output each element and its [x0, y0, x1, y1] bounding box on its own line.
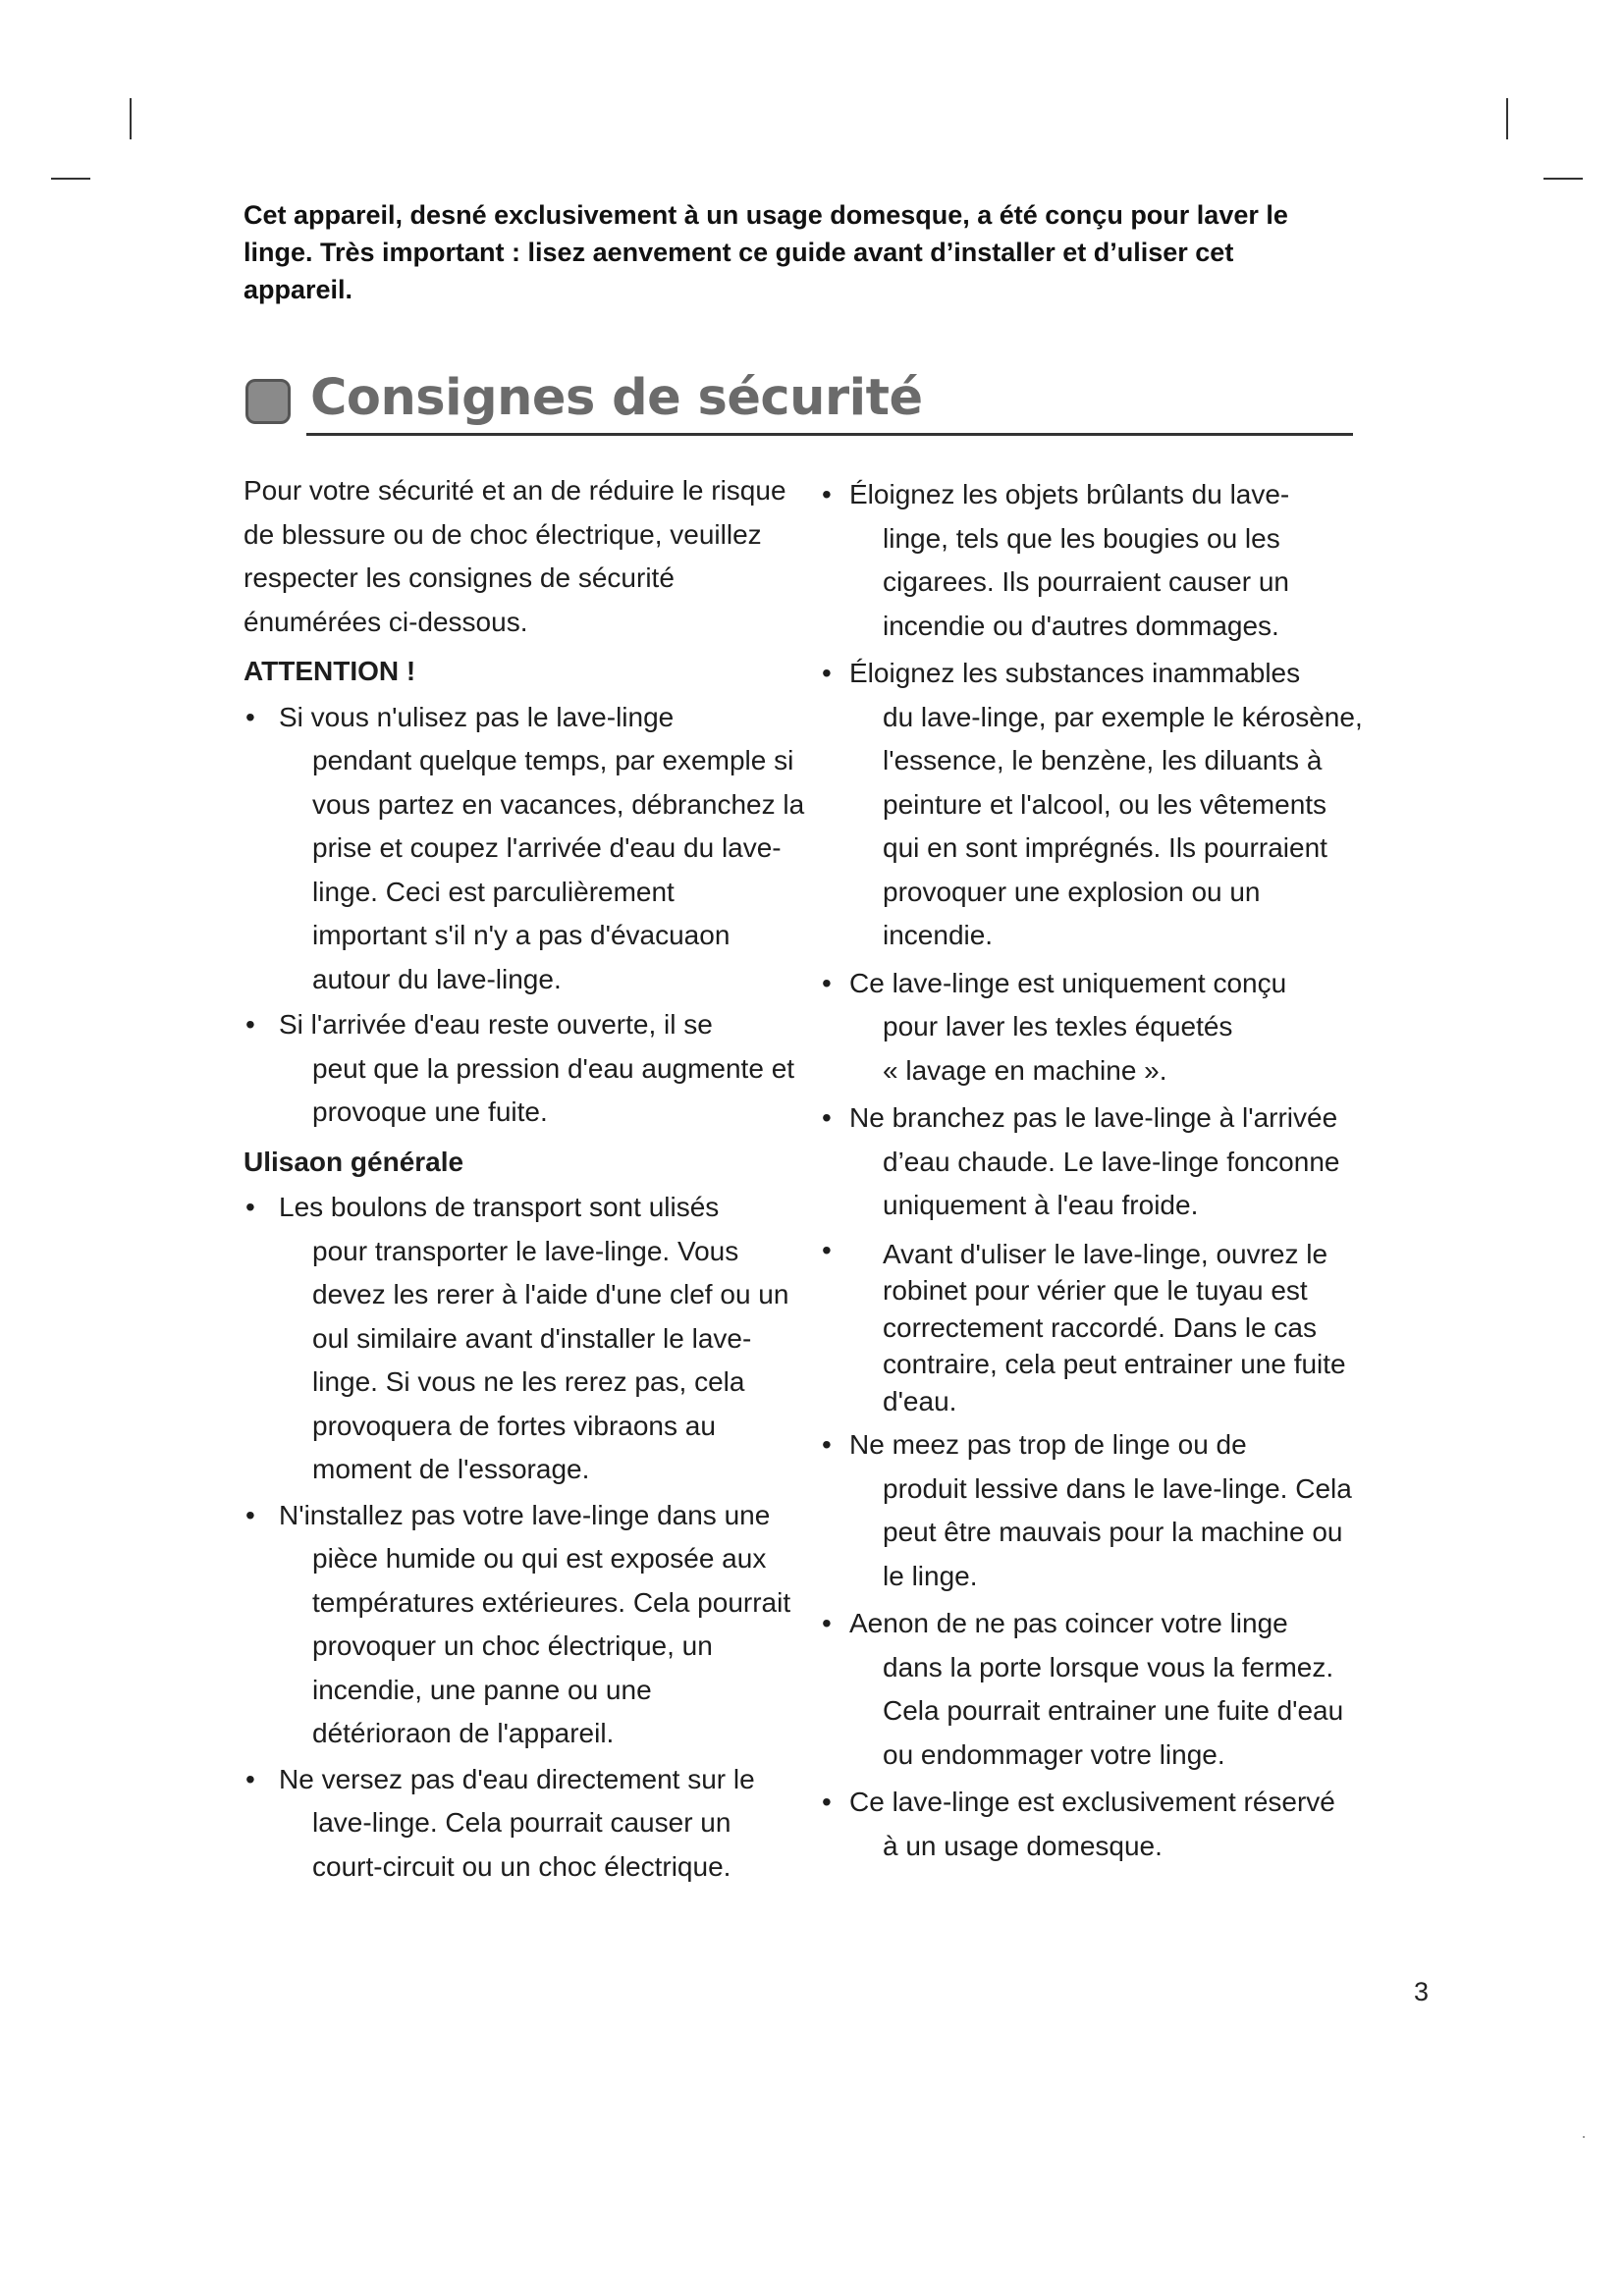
safety-intro-paragraph: Pour votre sécurité et an de réduire le risque de blessure ou de choc électrique, veuillez respecter les consignes de sécurité énumérées ci-dessous. — [244, 475, 786, 637]
bullet-icon: • — [245, 1763, 255, 1794]
right-safety-list — [820, 473, 1370, 1228]
crop-mark-right-horizontal — [1543, 178, 1583, 180]
list-item-line: produit lessive dans le lave-linge. Cela — [883, 1472, 1352, 1504]
list-item-line: peut être mauvais pour la machine ou — [883, 1517, 1343, 1547]
list-item-line: provoque une fuite. — [312, 1096, 548, 1127]
list-item-line: Cela pourrait entrainer une fuite d'eau — [883, 1695, 1344, 1726]
list-item-line: pour laver les texles équetés — [883, 1011, 1233, 1041]
list-item-line: provoquera de fortes vibraons au — [312, 1410, 716, 1441]
list-item-line: provoquer un choc électrique, un — [312, 1630, 713, 1661]
list-item — [820, 652, 1370, 958]
list-item-line: qui en sont imprégnés. Ils pourraient — [883, 832, 1327, 863]
bullet-icon: • — [245, 701, 255, 732]
intro-text: Cet appareil, desné exclusivement à un usage domesque, a été conçu pour laver le linge. Très important : lisez aenvement ce guide avant d’installer et d’uliser cet appareil. — [244, 200, 1288, 304]
list-item-line: important s'il n'y a pas d'évacuaon — [312, 920, 731, 950]
list-item-line: peut que la pression d'eau augmente et — [312, 1052, 795, 1084]
list-item-first-line: Ce lave-linge est exclusivement réservé — [849, 1787, 1335, 1817]
list-item-line: d’eau chaude. Le lave-linge fonconne — [883, 1146, 1340, 1177]
list-item-line: linge. Ceci est parculièrement — [312, 876, 675, 907]
list-item — [820, 1602, 1370, 1777]
list-item-line: d'eau. — [883, 1385, 957, 1416]
general-use-heading: Ulisaon générale — [244, 1146, 464, 1177]
list-item-first-line: Les boulons de transport sont ulisés — [279, 1192, 720, 1222]
list-item-line: court-circuit ou un choc électrique. — [312, 1850, 731, 1882]
list-item-first-line: Si vous n'ulisez pas le lave-linge — [279, 701, 675, 732]
bullet-icon: • — [822, 1787, 832, 1817]
list-item-line: ou endommager votre linge. — [883, 1738, 1225, 1770]
list-item-line: correctement raccordé. Dans le cas — [883, 1311, 1317, 1343]
list-item — [244, 696, 813, 1002]
section-heading — [245, 365, 1353, 436]
list-item-line: cigarees. Ils pourraient causer un — [883, 566, 1289, 597]
list-item-text — [849, 1236, 1370, 1420]
list-item-line: autour du lave-linge. — [312, 963, 562, 994]
bullet-icon: • — [822, 479, 832, 509]
attention-list — [244, 696, 813, 1135]
list-item-line: vous partez en vacances, débranchez la — [312, 788, 805, 820]
list-item-line: pièce humide ou qui est exposée aux — [312, 1543, 767, 1574]
list-item-line: du lave-linge, par exemple le kérosène, — [883, 701, 1363, 732]
list-item — [820, 962, 1370, 1094]
list-item — [820, 1232, 1370, 1420]
right-column — [820, 469, 1370, 1868]
list-item — [244, 1494, 813, 1756]
list-item-line: pour transporter le lave-linge. Vous — [312, 1235, 739, 1266]
crop-mark-left-vertical — [130, 98, 132, 139]
bullet-icon: • — [822, 1234, 832, 1265]
list-item-first-line: Éloignez les substances inammables — [849, 658, 1301, 688]
list-item-line: prise et coupez l'arrivée d'eau du lave- — [312, 832, 782, 863]
list-item-line: robinet pour vérier que le tuyau est — [883, 1275, 1308, 1306]
heading-square-icon — [245, 379, 291, 424]
list-item-first-line: Aenon de ne pas coincer votre linge — [849, 1608, 1288, 1638]
list-item-line: linge, tels que les bougies ou les — [883, 522, 1280, 554]
crop-mark-left-horizontal — [51, 178, 90, 180]
bullet-icon: • — [245, 1192, 255, 1222]
left-column — [244, 469, 813, 1889]
list-item-line: détérioraon de l'appareil. — [312, 1718, 615, 1748]
list-item — [820, 1423, 1370, 1598]
scan-speck — [1583, 2136, 1585, 2138]
bullet-icon: • — [822, 658, 832, 688]
list-item — [820, 1781, 1370, 1868]
list-item-line: le linge. — [883, 1560, 978, 1591]
list-item — [244, 1186, 813, 1492]
list-item-line: pendant quelque temps, par exemple si — [312, 745, 794, 775]
list-item-line: linge. Si vous ne les rerez pas, cela — [312, 1366, 745, 1397]
right-tight-list — [820, 1232, 1370, 1420]
list-item-line: incendie, une panne ou une — [312, 1674, 652, 1705]
list-item-first-line: Ce lave-linge est uniquement conçu — [849, 967, 1287, 998]
general-use-list — [244, 1186, 813, 1889]
list-item-line: l'essence, le benzène, les diluants à — [883, 745, 1323, 775]
right-safety-list-2 — [820, 1423, 1370, 1868]
list-item-first-line: Éloignez les objets brûlants du lave- — [849, 479, 1290, 509]
list-item-line: températures extérieures. Cela pourrait — [312, 1586, 791, 1618]
list-item-first-line: Si l'arrivée d'eau reste ouverte, il se — [279, 1009, 713, 1040]
list-item-line: peinture et l'alcool, ou les vêtements — [883, 788, 1327, 820]
list-item-line: oul similaire avant d'installer le lave- — [312, 1322, 752, 1354]
list-item-first-line: Ne meez pas trop de linge ou de — [849, 1429, 1247, 1460]
attention-heading: ATTENTION ! — [244, 656, 416, 686]
crop-mark-right-vertical — [1506, 98, 1508, 139]
list-item-line: dans la porte lorsque vous la fermez. — [883, 1651, 1334, 1682]
list-item-line: lave-linge. Cela pourrait causer un — [312, 1807, 731, 1838]
bullet-icon: • — [822, 1429, 832, 1460]
bullet-icon: • — [245, 1499, 255, 1530]
bullet-icon: • — [245, 1009, 255, 1040]
list-item — [820, 1096, 1370, 1228]
list-item — [820, 473, 1370, 648]
bullet-icon: • — [822, 1102, 832, 1133]
heading-underline — [306, 433, 1353, 436]
list-item-line: « lavage en machine ». — [883, 1054, 1167, 1086]
bullet-icon: • — [822, 1608, 832, 1638]
list-item-first-line: N'installez pas votre lave-linge dans une — [279, 1499, 771, 1530]
list-item — [244, 1758, 813, 1890]
list-item-line: à un usage domesque. — [883, 1830, 1163, 1861]
list-item-line: moment de l'essorage. — [312, 1454, 590, 1484]
list-item-line: contraire, cela peut entrainer une fuite — [883, 1349, 1346, 1379]
bullet-icon: • — [822, 967, 832, 998]
section-title: Consignes de sécurité — [310, 369, 923, 427]
list-item-line: provoquer une explosion ou un — [883, 876, 1261, 907]
list-item-line: devez les rerer à l'aide d'une clef ou un — [312, 1279, 789, 1309]
list-item — [244, 1003, 813, 1135]
list-item-line: incendie ou d'autres dommages. — [883, 610, 1279, 641]
list-item-line: uniquement à l'eau froide. — [883, 1190, 1199, 1220]
page-number: 3 — [1414, 1977, 1430, 2006]
list-item-line: incendie. — [883, 920, 994, 950]
list-item-first-line: Ne branchez pas le lave-linge à l'arrivée — [849, 1102, 1338, 1133]
list-item-line: Avant d'uliser le lave-linge, ouvrez le — [883, 1238, 1328, 1269]
list-item-first-line: Ne versez pas d'eau directement sur le — [279, 1763, 755, 1794]
